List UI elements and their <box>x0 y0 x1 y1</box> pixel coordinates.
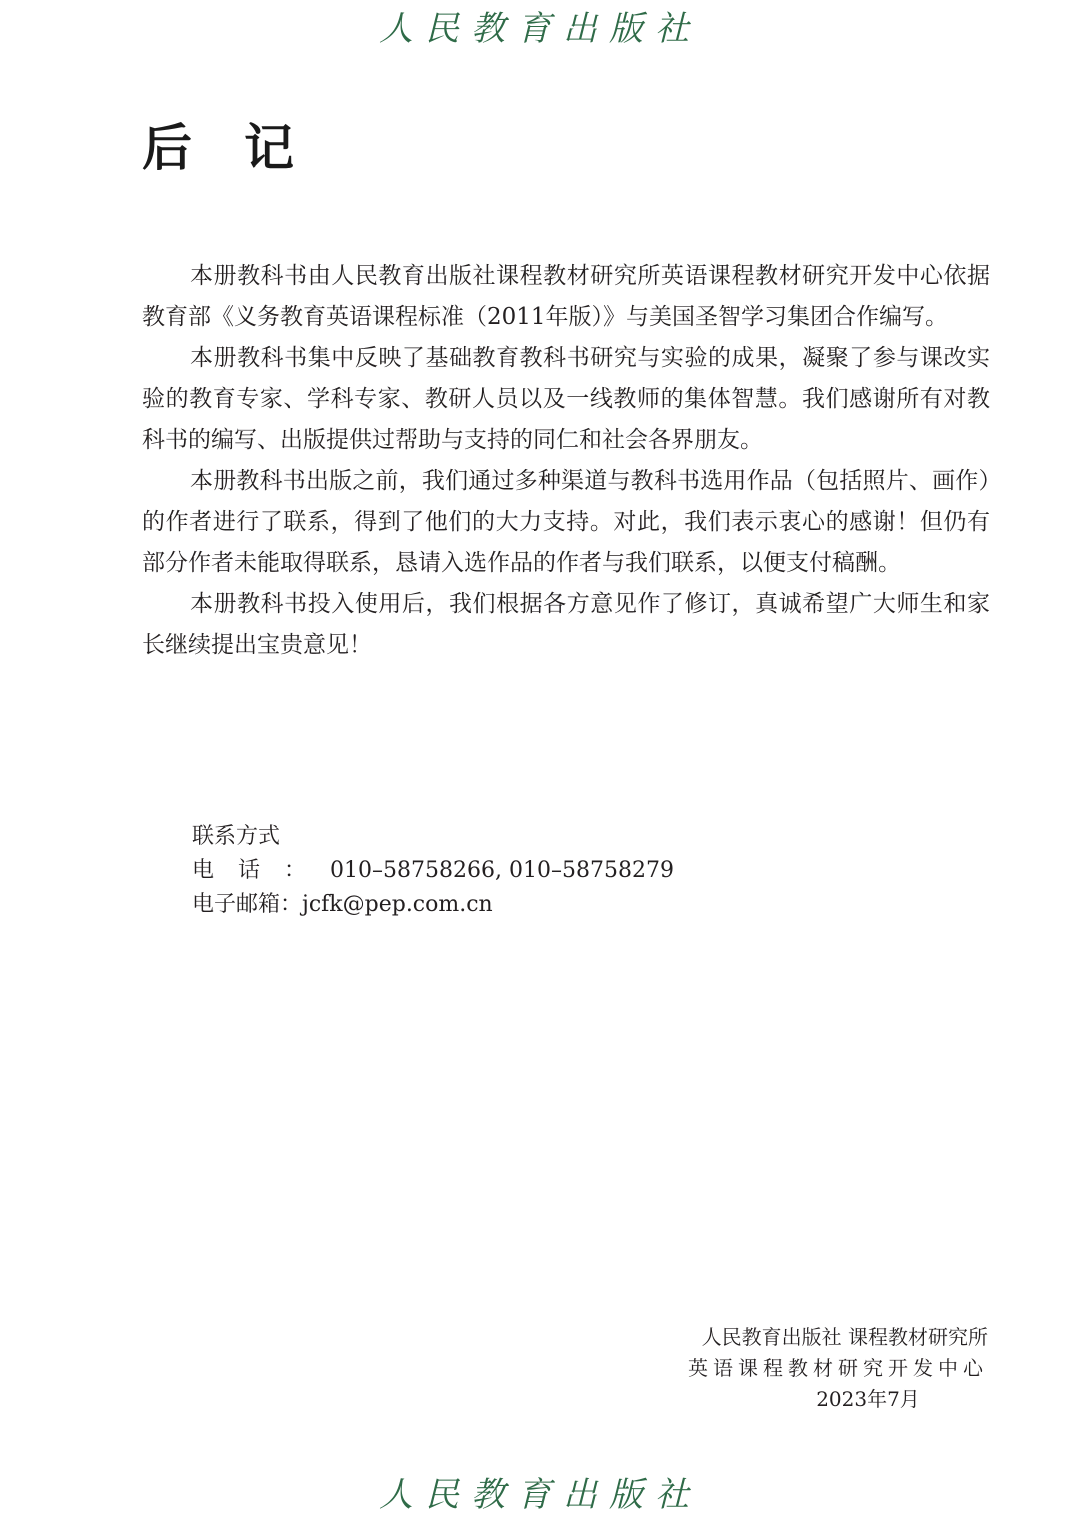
contact-heading: 联系方式 <box>192 824 281 849</box>
contact-email-row <box>192 888 674 922</box>
contact-info <box>192 820 674 922</box>
signature-date: 2023年7月 <box>816 1387 920 1411</box>
email-label: 电子邮箱： <box>192 892 303 917</box>
email-value[interactable]: jcfk@pep.com.cn <box>302 892 493 917</box>
page-title: 后记 <box>142 118 346 177</box>
publisher-logo-top: 人民教育出版社 <box>379 9 701 49</box>
paragraph-1: 本册教科书由人民教育出版社课程教材研究所英语课程教材研究开发中心依据教育部《义务教育英语课程标准（2011年版）》与美国圣智学习集团合作编写。 <box>142 263 990 330</box>
paragraph-4: 本册教科书投入使用后，我们根据各方意见作了修订，真诚希望广大师生和家长继续提出宝贵意见！ <box>142 591 990 658</box>
afterword-body <box>142 256 990 666</box>
phone-label: 电话： <box>192 858 331 883</box>
paragraph-2: 本册教科书集中反映了基础教育教科书研究与实验的成果，凝聚了参与课改实验的教育专家、学科专家、教研人员以及一线教师的集体智慧。我们感谢所有对教科书的编写、出版提供过帮助与支持的同仁和社会各界朋友。 <box>142 345 990 453</box>
signature-block <box>688 1322 988 1415</box>
phone-value: 010–58758266, 010–58758279 <box>330 858 674 883</box>
signature-line-1: 人民教育出版社 课程教材研究所 <box>701 1325 988 1349</box>
paragraph-3: 本册教科书出版之前，我们通过多种渠道与教科书选用作品（包括照片、画作）的作者进行了联系，得到了他们的大力支持。对此，我们表示衷心的感谢！但仍有部分作者未能取得联系，恳请入选作品的作者与我们联系，以便支付稿酬。 <box>142 468 990 576</box>
publisher-logo-bottom: 人民教育出版社 <box>379 1475 701 1515</box>
contact-phone-row <box>192 854 674 888</box>
signature-line-2: 英语课程教材研究开发中心 <box>688 1356 988 1380</box>
